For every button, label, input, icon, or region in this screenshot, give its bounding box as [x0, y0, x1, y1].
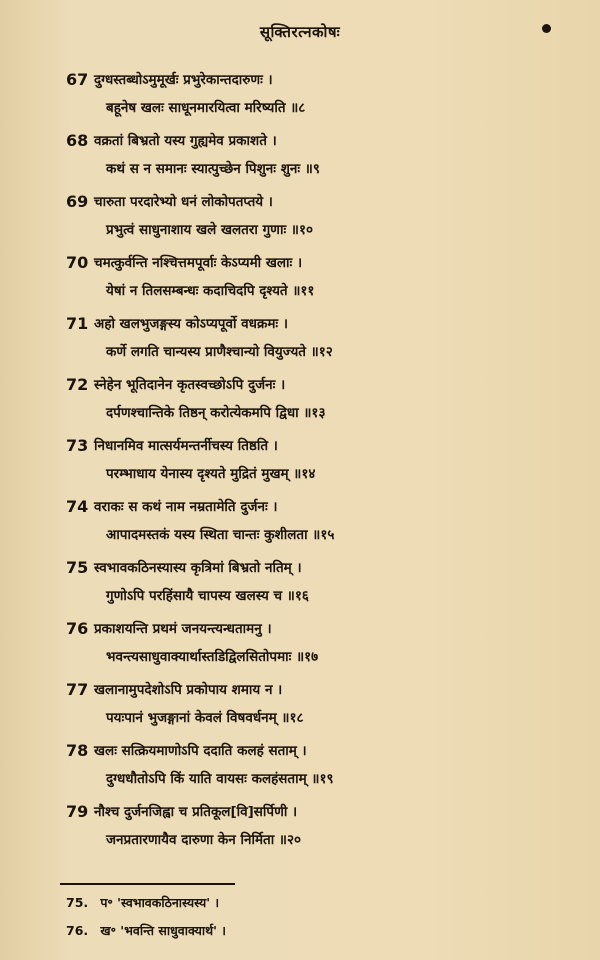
footnote-item	[66, 894, 219, 911]
verse-line-2: कथं स न समानः स्यात्पुच्छेन पिशुनः शुनः ॥९	[106, 161, 320, 177]
verse-line-2: दर्पणश्चान्तिके तिष्ठन् करोत्येकमपि द्विधा ॥१३	[106, 405, 326, 421]
verse-number: 71	[66, 314, 89, 333]
verse-line-2: बहूनेष खलः साधूनमारयित्वा मरिष्यति ॥८	[106, 100, 306, 116]
verse-line-1: चारुता परदारेभ्यो धनं लोकोपतप्तये ।	[94, 194, 273, 210]
verse-line-1: खलः सत्क्रियमाणोऽपि ददाति कलहं सताम् ।	[94, 743, 307, 759]
ink-dot	[542, 24, 551, 33]
verse-number: 78	[66, 741, 89, 760]
verse-line-2: जनप्रतारणायैव दारुणा केन निर्मिता ॥२०	[106, 832, 302, 848]
verse-number: 70	[66, 253, 89, 272]
verse-69	[0, 188, 600, 249]
verse-line-1: प्रकाशयन्ति प्रथमं जनयन्त्यन्धतामनु ।	[94, 621, 272, 637]
verse-71	[0, 310, 600, 371]
verse-79	[0, 798, 600, 859]
verse-number: 74	[66, 497, 89, 516]
verse-line-1: स्नेहेन भूतिदानेन कृतस्वच्छोऽपि दुर्जनः ।	[94, 377, 286, 393]
verse-number: 76	[66, 619, 89, 638]
verse-78	[0, 737, 600, 798]
verse-line-2: पयःपानं भुजङ्गानां केवलं विषवर्धनम् ॥१८	[106, 710, 304, 726]
verse-line-2: येषां न तिलसम्बन्धः कदाचिदपि दृश्यते ॥११	[106, 283, 315, 299]
verse-line-1: वक्रतां बिभ्रतो यस्य गुह्यमेव प्रकाशते ।	[94, 133, 277, 149]
verse-77	[0, 676, 600, 737]
verse-number: 73	[66, 436, 89, 455]
footnote-text: प॰ 'स्वभावकठिनास्यस्य' ।	[100, 895, 220, 910]
footnote-number: 75.	[66, 895, 89, 910]
verse-67	[0, 66, 600, 127]
verse-line-1: खलानामुपदेशोऽपि प्रकोपाय शमाय न ।	[94, 682, 283, 698]
verse-76	[0, 615, 600, 676]
verse-line-2: दुग्धधौतोऽपि किं याति वायसः कलहंसताम् ॥१९	[106, 771, 334, 787]
verse-line-2: कर्णे लगति चान्यस्य प्राणैश्चान्यो वियुज्यते ॥१२	[106, 344, 333, 360]
footnote-text: ख॰ 'भवन्ति साधुवाक्यार्थ' ।	[100, 923, 227, 938]
verse-68	[0, 127, 600, 188]
verse-line-1: अहो खलभुजङ्गस्य कोऽप्यपूर्वो वधक्रमः ।	[94, 316, 288, 332]
footnote-divider	[60, 883, 235, 885]
verse-line-1: वराकः स कथं नाम नम्रतामेति दुर्जनः ।	[94, 499, 278, 515]
verse-number: 68	[66, 131, 89, 150]
footnote-number: 76.	[66, 923, 89, 938]
verse-number: 67	[66, 70, 89, 89]
verse-line-1: दुग्धस्तब्धोऽमुमूर्खः प्रभुरेकान्तदारुणः ।	[94, 72, 273, 88]
verse-line-2: गुणोऽपि परहिंसायै चापस्य खलस्य च ॥१६	[106, 588, 309, 604]
verse-number: 79	[66, 802, 89, 821]
verse-75	[0, 554, 600, 615]
footnote-item	[66, 922, 226, 939]
verse-74	[0, 493, 600, 554]
page-header-title: सूक्तिरत्नकोषः	[259, 23, 341, 41]
verse-number: 77	[66, 680, 89, 699]
verse-70	[0, 249, 600, 310]
verse-line-2: परम्भाधाय येनास्य दृश्यते मुद्रितं मुखम् ॥१४	[106, 466, 316, 482]
verse-line-2: प्रभुत्वं साधुनाशाय खले खलतरा गुणाः ॥१०	[106, 222, 313, 238]
verse-number: 69	[66, 192, 89, 211]
verse-line-2: आपादमस्तकं यस्य स्थिता चान्तः कुशीलता ॥१५	[106, 527, 335, 543]
verse-line-1: स्वभावकठिनस्यास्य कृत्रिमां बिभ्रतो नतिम् ।	[94, 560, 302, 576]
verse-list	[0, 66, 600, 859]
verse-line-1: चमत्कुर्वन्ति नश्चित्तमपूर्वाः केऽप्यमी खलाः ।	[94, 255, 303, 271]
verse-73	[0, 432, 600, 493]
verse-line-1: निधानमिव मात्सर्यमन्तर्नीचस्य तिष्ठति ।	[94, 438, 278, 454]
verse-number: 72	[66, 375, 89, 394]
verse-line-1: नौश्च दुर्जनजिह्वा च प्रतिकूल[वि]सर्पिणी ।	[94, 804, 298, 820]
verse-number: 75	[66, 558, 89, 577]
verse-72	[0, 371, 600, 432]
verse-line-2: भवन्त्यसाधुवाक्यार्थास्तडिद्विलसितोपमाः ॥१७	[106, 649, 319, 665]
